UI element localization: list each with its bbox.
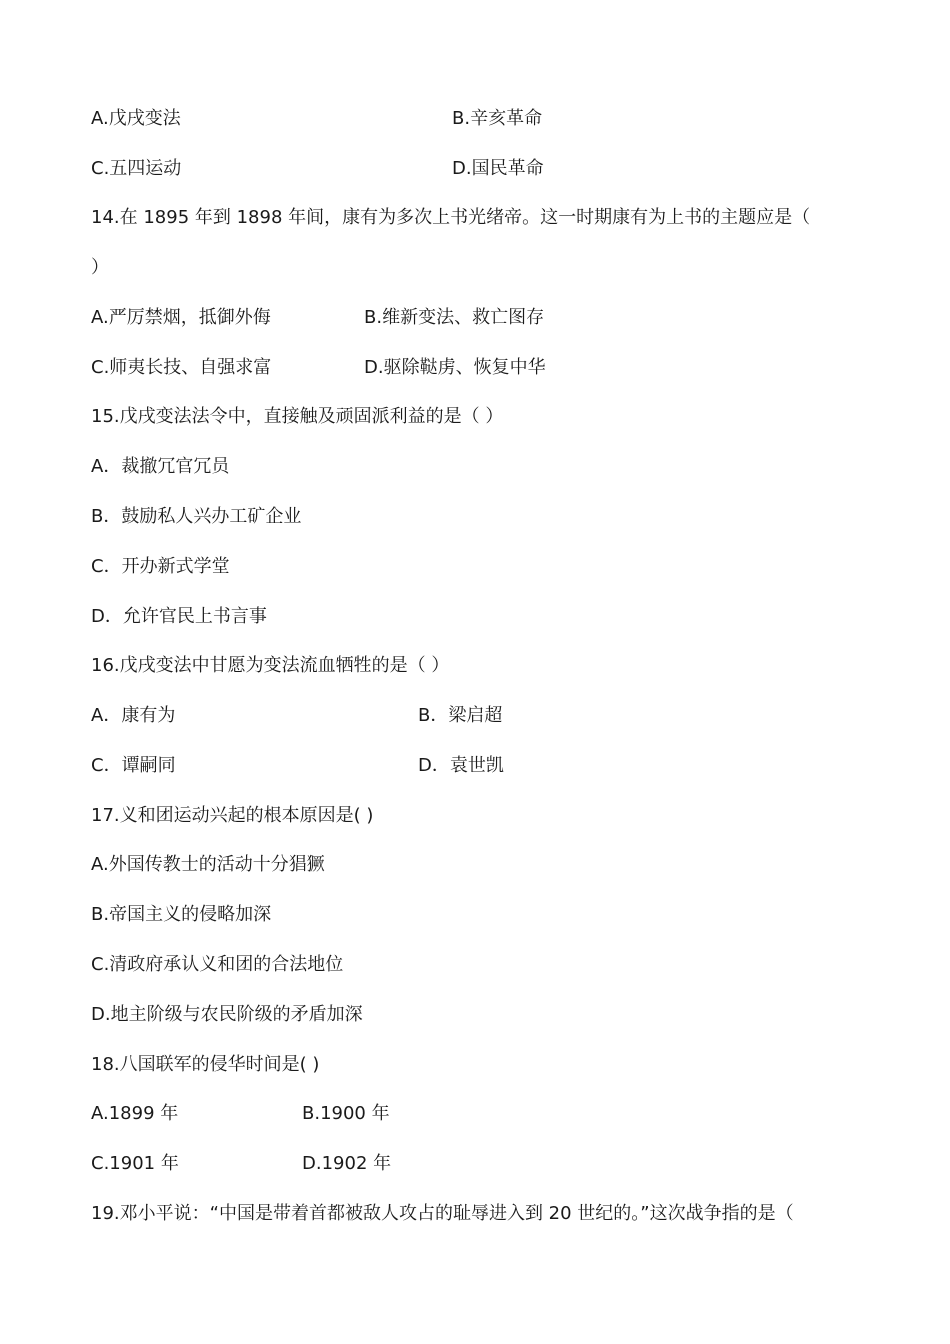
q18-stem: 18.八国联军的侵华时间是( )	[91, 1054, 320, 1075]
q17-option-c: C.清政府承认义和团的合法地位	[91, 954, 344, 975]
q13-option-c: C.五四运动	[91, 158, 182, 179]
q15-option-c: C．开办新式学堂	[91, 556, 230, 577]
q16-option-c: C．谭嗣同	[91, 755, 176, 776]
q15-option-d: D．允许官民上书言事	[91, 606, 267, 627]
q14-option-d: D.驱除鞑虏、恢复中华	[364, 357, 546, 378]
q13-option-b: B.辛亥革命	[452, 108, 543, 129]
q16-option-b: B．梁启超	[418, 705, 503, 726]
q17-option-d: D.地主阶级与农民阶级的矛盾加深	[91, 1004, 363, 1025]
q14-stem-continued: ）	[91, 257, 109, 278]
q14-stem: 14.在 1895 年到 1898 年间，康有为多次上书光绪帝。这一时期康有为上书的主题应是（	[91, 207, 811, 228]
q13-option-d: D.国民革命	[452, 158, 544, 179]
q14-option-b: B.维新变法、救亡图存	[364, 307, 545, 328]
q18-option-a: A.1899 年	[91, 1103, 179, 1124]
q18-option-b: B.1900 年	[302, 1103, 390, 1124]
q18-option-d: D.1902 年	[302, 1153, 392, 1174]
q19-stem: 19.邓小平说：“中国是带着首都被敌人攻占的耻辱进入到 20 世纪的。”这次战争指的是（	[91, 1203, 794, 1224]
q15-option-b: B．鼓励私人兴办工矿企业	[91, 506, 302, 527]
q15-stem: 15.戊戌变法法令中，直接触及顽固派利益的是（ ）	[91, 406, 504, 427]
q15-option-a: A．裁撤冗官冗员	[91, 456, 230, 477]
q17-option-b: B.帝国主义的侵略加深	[91, 904, 272, 925]
q13-option-a: A.戊戌变法	[91, 108, 181, 129]
q14-option-a: A.严厉禁烟，抵御外侮	[91, 307, 271, 328]
q16-stem: 16.戊戌变法中甘愿为变法流血牺牲的是（ ）	[91, 655, 450, 676]
q16-option-d: D．袁世凯	[418, 755, 504, 776]
q17-option-a: A.外国传教士的活动十分猖獗	[91, 854, 325, 875]
q18-option-c: C.1901 年	[91, 1153, 179, 1174]
q14-option-c: C.师夷长技、自强求富	[91, 357, 272, 378]
q16-option-a: A．康有为	[91, 705, 176, 726]
q17-stem: 17.义和团运动兴起的根本原因是( )	[91, 805, 374, 826]
